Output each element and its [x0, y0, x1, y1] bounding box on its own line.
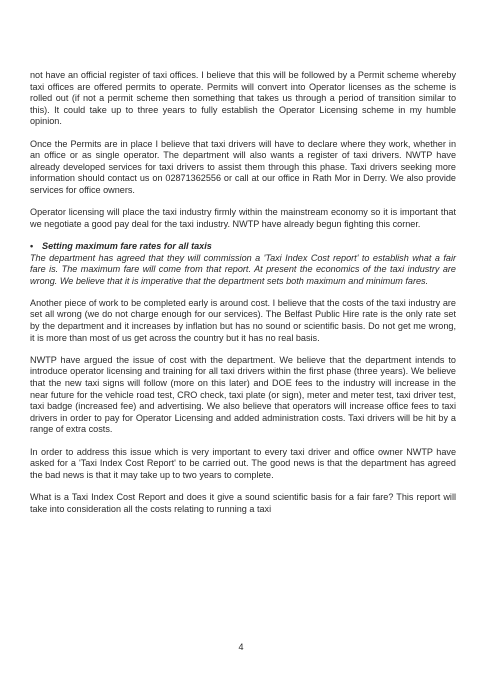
- paragraph-driver-register: Once the Permits are in place I believe that taxi drivers will have to declare where they work, whether in an office or as single operator. The department will also wants a register of taxi drivers. NWTP have already developed services for taxi drivers to assist them through this phase. Taxi drivers seeking more information should contact us on 02871362556 or call at our office in Rath Mor in Derry. We also provide services for office owners.: [30, 138, 456, 195]
- paragraph-cost-work: Another piece of work to be completed early is around cost. I believe that the costs of the taxi industry are set all wrong (we do not charge enough for our services). The Belfast Public Hire rate is the only rate set by the department and it increases by inflation but has no sound or scientific basis. Do not get me wrong, it is more than most of us get across the country but it has no real basis.: [30, 297, 456, 343]
- paragraph-cost-issue: NWTP have argued the issue of cost with the department. We believe that the department intends to introduce operator licensing and training for all taxi drivers within the first phase (three years). We believe that the new taxi signs will follow (more on this later) and DOE fees to the industry will increase in the near future for the vehicle road test, CRO check, taxi plate (or sign), meter and meter test, taxi driver test, taxi badge (increased fee) and advertising. We also believe that operators will increase office fees to taxi drivers in order to pay for Operator Licensing and added administration costs. Taxi drivers will be hit by a range of extra costs.: [30, 354, 456, 435]
- paragraph-permit-scheme: not have an official register of taxi offices. I believe that this will be followed by a Permit scheme whereby taxi offices are offered permits to operate. Permits will convert into Operator licenses as the scheme is rolled out (if not a permit scheme then something that takes us through a period of transition similar to this). It could take up to three years to fully establish the Operator Licensing scheme in my humble opinion.: [30, 70, 456, 127]
- document-body: [30, 70, 456, 526]
- paragraph-fare-report: The department has agreed that they will commission a 'Taxi Index Cost report' to establish what a fair fare is. The maximum fare will come from that report. At present the economics of the taxi industry are wrong. We believe that it is imperative that the department sets both maximum and minimum fares.: [30, 252, 456, 286]
- paragraph-index-report-question: What is a Taxi Index Cost Report and does it give a sound scientific basis for a fair fare? This report will take into consideration all the costs relating to running a taxi: [30, 491, 456, 514]
- paragraph-index-report-request: In order to address this issue which is very important to every taxi driver and office owner NWTP have asked for a 'Taxi Index Cost Report' to be carried out. The good news is that the department has agreed the bad news is that it may take up to two years to complete.: [30, 446, 456, 480]
- bullet-heading: [30, 241, 456, 253]
- page-number: 4: [238, 642, 244, 652]
- bullet-icon: •: [30, 240, 34, 251]
- bullet-heading-text: Setting maximum fare rates for all taxis: [42, 240, 212, 251]
- paragraph-operator-licensing: Operator licensing will place the taxi industry firmly within the mainstream economy so it is important that we negotiate a good pay deal for the taxi industry. NWTP have already begun fighting this corner.: [30, 207, 456, 229]
